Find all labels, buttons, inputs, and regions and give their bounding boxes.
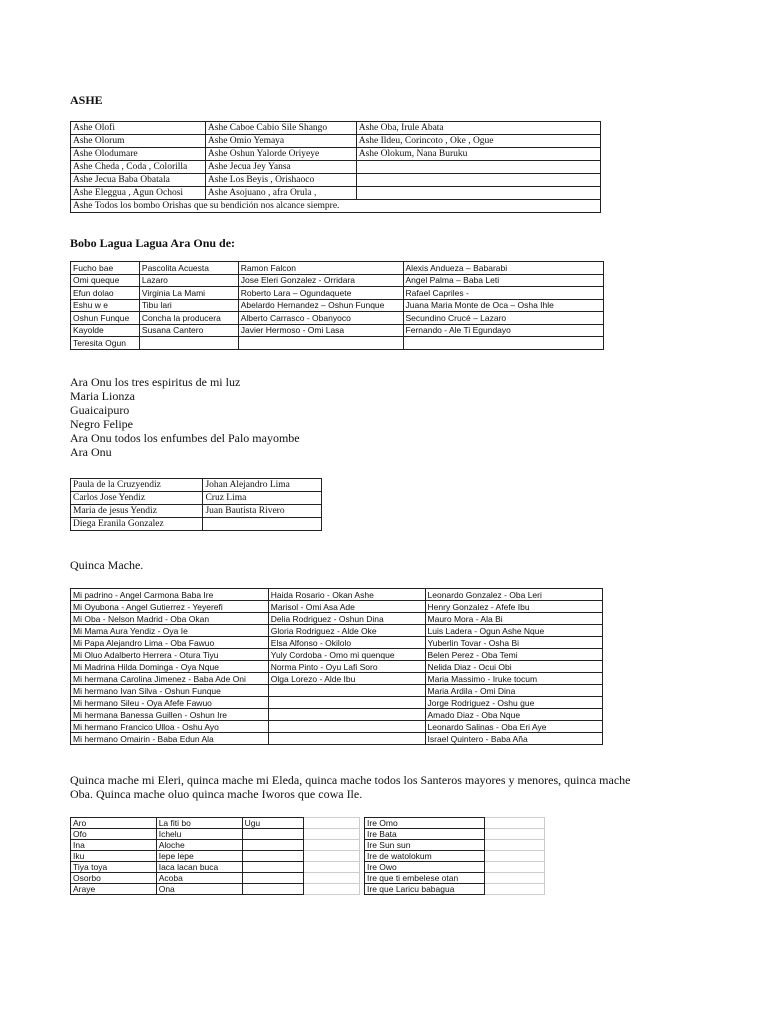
- table-row: [365, 818, 545, 829]
- table-cell: Araye: [71, 884, 157, 895]
- table-cell: Fernando - Ale Ti Egundayo: [403, 324, 603, 337]
- table-cell: [304, 818, 360, 829]
- quinca-heading: Quinca Mache.: [70, 558, 144, 572]
- table-cell: Mi Oluo Adalberto Herrera - Otura Tiyu: [71, 649, 269, 661]
- table-cell: Mi padrino - Angel Carmona Baba Ire: [71, 589, 269, 601]
- table-cell: Ire que ti embelese otan: [365, 873, 485, 884]
- table-cell: [242, 862, 304, 873]
- ara-onu-block: [70, 375, 300, 459]
- table-cell: Amado Diaz - Oba Nque: [425, 709, 602, 721]
- table-cell: Luis Ladera - Ogun Ashe Nque: [425, 625, 602, 637]
- table-row: [71, 274, 604, 287]
- table-row: [71, 685, 603, 697]
- table-cell: Aro: [71, 818, 157, 829]
- table-cell: Ina: [71, 840, 157, 851]
- table-cell: Susana Cantero: [139, 324, 238, 337]
- table-row: [71, 829, 360, 840]
- table-row: [71, 637, 603, 649]
- table-cell: [139, 337, 238, 350]
- table-cell: Ire Sun sun: [365, 840, 485, 851]
- table-cell: [242, 884, 304, 895]
- table-cell: Israel Quintero - Baba Aña: [425, 733, 602, 745]
- table-cell: Belen Perez - Oba Temi: [425, 649, 602, 661]
- table-cell: Norma Pinto - Oyu Lafi Soro: [268, 661, 425, 673]
- table-cell: Juana Maria Monte de Oca – Osha Ihle: [403, 299, 603, 312]
- table-cell: [242, 873, 304, 884]
- ashe-table: [70, 121, 601, 213]
- table-cell: Ashe Olorum: [71, 135, 206, 148]
- table-row: [71, 649, 603, 661]
- table-cell: [484, 873, 544, 884]
- table-cell: Ire de watolokum: [365, 851, 485, 862]
- table-cell: Iaca lacan buca: [156, 862, 242, 873]
- table-cell: [268, 709, 425, 721]
- table-cell: [242, 851, 304, 862]
- table-cell: Ashe Olodumare: [71, 148, 206, 161]
- table-row: [71, 851, 360, 862]
- table-row: [71, 161, 601, 174]
- table-cell: [356, 187, 600, 200]
- table-cell: Johan Alejandro Lima: [203, 479, 322, 492]
- table-cell: Secundino Crucé – Lazaro: [403, 312, 603, 325]
- table-row: [71, 312, 604, 325]
- table-row: [71, 262, 604, 275]
- table-cell: Fucho bae: [71, 262, 140, 275]
- table-cell: Carlos Jose Yendiz: [71, 492, 203, 505]
- table-cell: Ugu: [242, 818, 304, 829]
- table-row: [71, 200, 601, 213]
- table-cell: Osorbo: [71, 873, 157, 884]
- table-cell: Rafael Capriles -: [403, 287, 603, 300]
- table-cell: Leonardo Salinas - Oba Eri Aye: [425, 721, 602, 733]
- table-cell: [484, 840, 544, 851]
- table-cell: Ashe Olofi: [71, 122, 206, 135]
- table-cell: [484, 884, 544, 895]
- table-cell: Ashe Oba, Irule Abata: [356, 122, 600, 135]
- table-cell: Mi hermano Francico Ulloa - Oshu Ayo: [71, 721, 269, 733]
- table-cell: Ire Owo: [365, 862, 485, 873]
- table-row: [71, 324, 604, 337]
- text-line: Ara Onu: [70, 445, 112, 459]
- table-row: [71, 518, 322, 531]
- table-cell: Henry Gonzalez - Afefe Ibu: [425, 601, 602, 613]
- table-row: [71, 697, 603, 709]
- table-cell: Mi hermana Carolina Jimenez - Baba Ade Oni: [71, 673, 269, 685]
- table-row: [365, 884, 545, 895]
- table-cell: Mi Mama Aura Yendiz - Oya Ie: [71, 625, 269, 637]
- text-line: Negro Felipe: [70, 417, 133, 431]
- table-row: [365, 851, 545, 862]
- table-cell: Ashe Los Beyis , Orishaoco: [205, 174, 356, 187]
- table-cell: [484, 829, 544, 840]
- table-row: [71, 337, 604, 350]
- table-row: [71, 479, 322, 492]
- table-row: [71, 492, 322, 505]
- table-row: [71, 733, 603, 745]
- table-cell: Ichelu: [156, 829, 242, 840]
- table-row: [71, 709, 603, 721]
- text-line: Quinca mache mi Eleri, quinca mache mi Eleda, quinca mache todos los Santeros mayores y menores, quinca mache: [70, 773, 631, 787]
- table-row: [71, 673, 603, 685]
- table-cell: Elsa Alfonso - Okilolo: [268, 637, 425, 649]
- table-cell: Juan Bautista Rivero: [203, 505, 322, 518]
- table-cell: [268, 697, 425, 709]
- table-cell: Leonardo Gonzalez - Oba Leri: [425, 589, 602, 601]
- table-cell: Iepe lepe: [156, 851, 242, 862]
- table-cell: [484, 818, 544, 829]
- table-cell: Omi queque: [71, 274, 140, 287]
- quinca-paragraph: [70, 773, 630, 801]
- table-row: [71, 589, 603, 601]
- table-cell: Yuly Cordoba - Omo mi quenque: [268, 649, 425, 661]
- table-cell: Teresita Ogun: [71, 337, 140, 350]
- table-cell: [304, 829, 360, 840]
- table-cell: [484, 862, 544, 873]
- table-row: [71, 884, 360, 895]
- table-cell: Marisol - Omi Asa Ade: [268, 601, 425, 613]
- table-cell: Gloria Rodriguez - Alde Oke: [268, 625, 425, 637]
- table-cell: [356, 174, 600, 187]
- table-cell: Efun dolao: [71, 287, 140, 300]
- table-cell: Maria Ardila - Omi Dina: [425, 685, 602, 697]
- table-cell: [238, 337, 403, 350]
- text-line: Guaicaipuro: [70, 403, 130, 417]
- table-cell: Ashe Oshun Yalorde Oriyeye: [205, 148, 356, 161]
- table-row: [71, 148, 601, 161]
- table-cell: [268, 685, 425, 697]
- table-cell: [356, 161, 600, 174]
- text-line: Ara Onu los tres espiritus de mi luz: [70, 375, 241, 389]
- table-cell: Ramon Falcon: [238, 262, 403, 275]
- table-cell: Maria de jesus Yendiz: [71, 505, 203, 518]
- table-cell: Javier Hermoso - Omi Lasa: [238, 324, 403, 337]
- table-cell: [304, 851, 360, 862]
- table-row: [71, 721, 603, 733]
- table-cell: [403, 337, 603, 350]
- table-row: [71, 873, 360, 884]
- table-cell: [484, 851, 544, 862]
- table-cell: [203, 518, 322, 531]
- table-cell: Ire que Laricu babagua: [365, 884, 485, 895]
- text-line: Maria Lionza: [70, 389, 135, 403]
- table-row: [71, 187, 601, 200]
- table-cell: Nelida Diaz - Ocui Obi: [425, 661, 602, 673]
- table-row: [365, 829, 545, 840]
- table-row: [365, 873, 545, 884]
- table-cell: Mi hermano Sileu - Oya Afefe Fawuo: [71, 697, 269, 709]
- quinca-table: [70, 588, 603, 745]
- table-cell: Yuberlin Tovar - Osha Bi: [425, 637, 602, 649]
- table-row: [71, 613, 603, 625]
- table-cell: Lazaro: [139, 274, 238, 287]
- bobo-heading: Bobo Lagua Lagua Ara Onu de:: [70, 236, 236, 250]
- table-row: [71, 601, 603, 613]
- table-cell: La fiti bo: [156, 818, 242, 829]
- table-cell: Aloche: [156, 840, 242, 851]
- table-cell: Pascolita Acuesta: [139, 262, 238, 275]
- table-cell: Ashe Jecua Jey Yansa: [205, 161, 356, 174]
- table-cell: Ashe Cheda , Coda , Colorilla: [71, 161, 206, 174]
- table-cell: Delia Rodriguez - Oshun Dina: [268, 613, 425, 625]
- table-cell: Diega Eranila Gonzalez: [71, 518, 203, 531]
- table-cell: Mi Oyubona - Angel Gutierrez - Yeyerefi: [71, 601, 269, 613]
- table-cell: Paula de la Cruzyendiz: [71, 479, 203, 492]
- table-cell: Ire Omo: [365, 818, 485, 829]
- table-cell: Eshu w e: [71, 299, 140, 312]
- table-cell: Acoba: [156, 873, 242, 884]
- table-cell: Mi Madrina Hilda Dominga - Oya Nque: [71, 661, 269, 673]
- table-cell: Mauro Mora - Ala Bi: [425, 613, 602, 625]
- table-cell: Cruz Lima: [203, 492, 322, 505]
- table-cell: Mi Papa Alejandro Lima - Oba Fawuo: [71, 637, 269, 649]
- table-cell: [268, 721, 425, 733]
- table-row: [71, 862, 360, 873]
- table-row: [71, 661, 603, 673]
- table-cell: Mi hermano Ivan Silva - Oshun Funque: [71, 685, 269, 697]
- table-cell: Ashe Jecua Baba Obatala: [71, 174, 206, 187]
- table-cell: Iku: [71, 851, 157, 862]
- table-cell: Haida Rosario - Okan Ashe: [268, 589, 425, 601]
- table-cell: Ashe Asojuano , afra Orula ,: [205, 187, 356, 200]
- table-cell: Jorge Rodriguez - Oshu gue: [425, 697, 602, 709]
- table-row: [71, 122, 601, 135]
- table-cell: Oshun Funque: [71, 312, 140, 325]
- table-cell: Mi Oba - Nelson Madrid - Oba Okan: [71, 613, 269, 625]
- names-table: [70, 478, 322, 531]
- table-cell: Tiya toya: [71, 862, 157, 873]
- bottom-right-table: [364, 817, 545, 895]
- table-cell: Abelardo Hernandez – Oshun Funque: [238, 299, 403, 312]
- table-cell: [304, 873, 360, 884]
- table-cell: Jose Eleri Gonzalez - Orridara: [238, 274, 403, 287]
- table-row: [71, 174, 601, 187]
- table-row: [365, 840, 545, 851]
- text-line: Oba. Quinca mache oluo quinca mache Iworos que cowa Ile.: [70, 787, 363, 801]
- table-row: [71, 840, 360, 851]
- table-row: [71, 135, 601, 148]
- table-cell: [268, 733, 425, 745]
- table-cell: Ashe Ildeu, Corincoto , Oke , Ogue: [356, 135, 600, 148]
- table-cell: [242, 840, 304, 851]
- table-cell: Ire Bata: [365, 829, 485, 840]
- table-cell: Concha la producera: [139, 312, 238, 325]
- table-cell: [304, 862, 360, 873]
- table-cell: Kayolde: [71, 324, 140, 337]
- table-cell: Mi hermana Banessa Guillen - Oshun Ire: [71, 709, 269, 721]
- table-cell: Alexis Andueza – Babarabi: [403, 262, 603, 275]
- table-cell: Virginia La Mami: [139, 287, 238, 300]
- table-cell: Ofo: [71, 829, 157, 840]
- table-cell: Maria Massimo - Iruke tocum: [425, 673, 602, 685]
- table-cell: Tibu lari: [139, 299, 238, 312]
- ashe-heading: ASHE: [70, 93, 103, 107]
- table-cell: [304, 884, 360, 895]
- table-cell: Mi hermano Omairin - Baba Edun Ala: [71, 733, 269, 745]
- table-cell: Roberto Lara – Ogundaquete: [238, 287, 403, 300]
- bottom-left-table: [70, 817, 360, 895]
- table-cell: [242, 829, 304, 840]
- table-cell: Olga Lorezo - Alde Ibu: [268, 673, 425, 685]
- table-cell: [304, 840, 360, 851]
- table-row: [71, 505, 322, 518]
- table-row: [71, 818, 360, 829]
- table-row: [71, 625, 603, 637]
- bobo-table: [70, 261, 604, 350]
- table-row: [365, 862, 545, 873]
- table-cell: Alberto Carrasco - Obanyoco: [238, 312, 403, 325]
- table-cell: Ashe Eleggua , Agun Ochosi: [71, 187, 206, 200]
- table-cell: Ashe Olokum, Nana Buruku: [356, 148, 600, 161]
- table-row: [71, 287, 604, 300]
- table-cell: Angel Palma – Baba Leti: [403, 274, 603, 287]
- text-line: Ara Onu todos los enfumbes del Palo mayombe: [70, 431, 300, 445]
- table-cell: Ashe Todos los bombo Orishas que su bendición nos alcance siempre.: [71, 200, 601, 213]
- table-row: [71, 299, 604, 312]
- table-cell: Ona: [156, 884, 242, 895]
- table-cell: Ashe Caboe Cabio Sile Shango: [205, 122, 356, 135]
- table-cell: Ashe Omio Yemaya: [205, 135, 356, 148]
